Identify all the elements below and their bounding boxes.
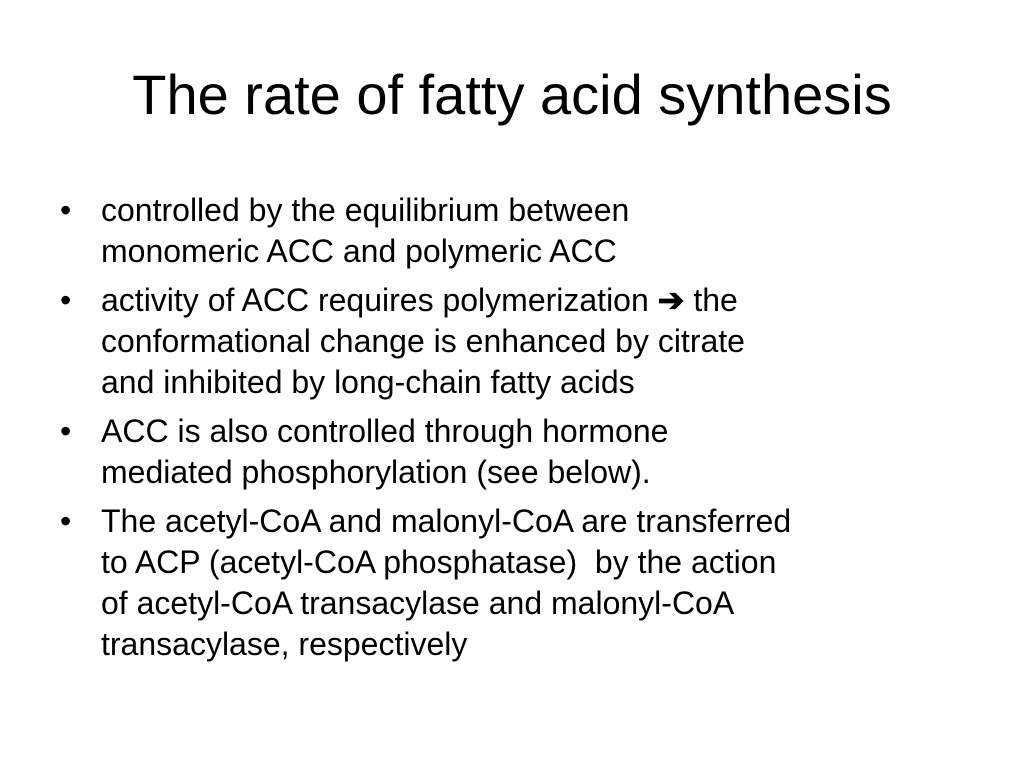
bullet-item: [0, 190, 1024, 272]
bullet-marker: •: [60, 413, 72, 449]
bullet-text: [101, 190, 981, 272]
bullet-text: [101, 280, 981, 403]
bullet-marker: •: [60, 192, 72, 228]
bullet-line: ACC is also controlled through hormone: [101, 413, 669, 449]
bullet-line: mediated phosphorylation (see below).: [101, 454, 651, 490]
bullet-line: and inhibited by long-chain fatty acids: [101, 364, 635, 400]
bullet-list: [0, 190, 1024, 673]
bullet-line-part: the: [684, 282, 738, 318]
bullet-item: [0, 280, 1024, 403]
bullet-line: controlled by the equilibrium between: [101, 192, 630, 228]
bullet-line: transacylase, respectively: [101, 626, 468, 662]
bullet-line-part: activity of ACC requires polymerization: [101, 282, 658, 318]
bullet-line: The acetyl-CoA and malonyl-CoA are transferred: [101, 503, 792, 539]
bullet-item: [0, 411, 1024, 493]
bullet-text: [101, 411, 981, 493]
bullet-line: monomeric ACC and polymeric ACC: [101, 233, 617, 269]
bullet-line: to ACP (acetyl-CoA phosphatase) by the action: [101, 544, 777, 580]
bullet-text: [101, 501, 981, 665]
bullet-line: of acetyl-CoA transacylase and malonyl-CoA: [101, 585, 735, 621]
bullet-marker: •: [60, 503, 72, 539]
bullet-marker: •: [60, 282, 72, 318]
slide-title: The rate of fatty acid synthesis: [132, 63, 892, 126]
bullet-item: [0, 501, 1024, 665]
arrow-right-icon: ➔: [657, 282, 685, 318]
bullet-line: conformational change is enhanced by citrate: [101, 323, 745, 359]
